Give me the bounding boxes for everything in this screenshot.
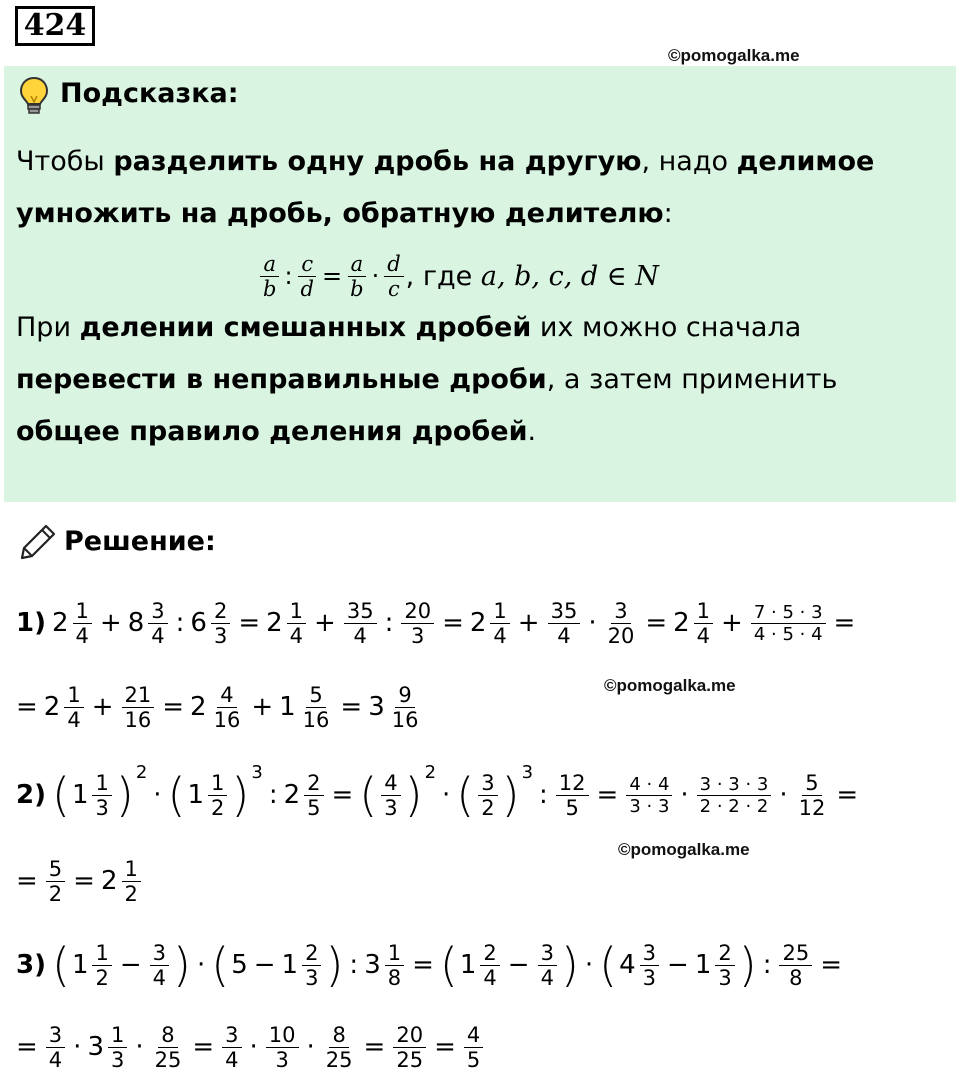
variables: a, b, c, d ∈ N xyxy=(480,260,659,292)
numerator: a xyxy=(348,252,367,277)
whole-part: 3 xyxy=(364,950,381,980)
numerator: 1 xyxy=(287,599,306,624)
fraction xyxy=(488,599,511,648)
operator: = xyxy=(836,780,859,810)
operator: + xyxy=(517,608,540,638)
numerator: 35 xyxy=(344,599,377,624)
denominator: 25 xyxy=(154,1047,182,1072)
numerator: 20 xyxy=(393,1023,426,1048)
operator: = xyxy=(833,608,856,638)
fraction xyxy=(44,1023,67,1072)
text-bold: делении смешанных дробей xyxy=(79,312,532,343)
numerator: 21 xyxy=(122,683,155,708)
operator: = xyxy=(322,262,343,290)
hint-line-4 xyxy=(16,364,837,395)
fraction xyxy=(285,599,308,648)
operator: = xyxy=(442,608,464,638)
whole-part: 5 xyxy=(231,950,248,980)
task-number: 424 xyxy=(15,6,95,46)
denominator: 4 xyxy=(540,965,554,990)
paren: ) xyxy=(560,938,579,992)
denominator: 4 xyxy=(289,623,304,648)
numerator: 1 xyxy=(92,941,111,966)
paren: ) xyxy=(738,938,757,992)
fraction xyxy=(258,252,281,301)
denominator: 16 xyxy=(391,707,419,732)
watermark-lower: ©pomogalka.me xyxy=(618,840,750,859)
denominator: 16 xyxy=(302,707,330,732)
whole-part: 8 xyxy=(127,608,145,638)
denominator: 3 xyxy=(95,795,109,820)
operator: = xyxy=(434,1032,456,1062)
fraction xyxy=(379,771,402,820)
operator: : xyxy=(539,780,548,810)
paren: ) xyxy=(325,938,344,992)
solution-step-3 xyxy=(16,930,848,1000)
numerator: 1 xyxy=(92,771,111,796)
fraction xyxy=(206,771,229,820)
whole-part: 1 xyxy=(281,950,299,980)
operator: = xyxy=(16,866,38,896)
fraction xyxy=(554,771,591,820)
paren: ( xyxy=(51,938,70,992)
numerator: 3 xyxy=(148,599,167,624)
denominator: 5 xyxy=(466,1047,481,1072)
denominator: 2 xyxy=(211,795,225,820)
numerator: 8 xyxy=(158,1023,177,1048)
fraction xyxy=(638,941,661,990)
denominator: c xyxy=(388,276,400,301)
numerator: 3 xyxy=(478,771,497,796)
operator: = xyxy=(412,950,434,980)
denominator: 4 xyxy=(483,965,497,990)
numerator: 1 xyxy=(64,683,83,708)
fraction xyxy=(399,599,436,648)
paren: ( xyxy=(167,768,186,822)
denominator: b xyxy=(350,276,364,301)
numerator: 2 xyxy=(715,941,734,966)
numerator: 3 xyxy=(222,1023,241,1048)
paren: ) xyxy=(404,768,423,822)
paren: ( xyxy=(599,938,618,992)
numerator: 3 xyxy=(538,941,557,966)
text: При xyxy=(16,312,80,343)
operator: : xyxy=(284,262,293,290)
operator: + xyxy=(251,692,274,722)
fraction xyxy=(90,941,113,990)
whole-part: 1 xyxy=(459,950,477,980)
fraction xyxy=(695,774,774,817)
whole-part: 2 xyxy=(283,780,301,810)
numerator: 35 xyxy=(548,599,581,624)
denominator: 8 xyxy=(789,965,803,990)
denominator: 8 xyxy=(387,965,402,990)
whole-part: 6 xyxy=(190,608,207,638)
text-bold: делимое xyxy=(736,146,875,177)
fraction xyxy=(148,941,171,990)
fraction xyxy=(264,1023,301,1072)
operator: + xyxy=(91,692,114,722)
fraction xyxy=(342,599,379,648)
numerator: 4 · 4 xyxy=(626,774,672,796)
numerator: d xyxy=(384,252,403,277)
numerator: a xyxy=(260,252,279,277)
denominator: 5 xyxy=(307,795,321,820)
operator: − xyxy=(667,950,689,980)
fraction xyxy=(603,599,640,648)
numerator: 3 xyxy=(46,1023,65,1048)
denominator: 3 xyxy=(110,1047,125,1072)
division-formula xyxy=(258,246,659,306)
operator: = xyxy=(16,1032,38,1062)
numerator: 3 xyxy=(150,941,169,966)
denominator: 3 xyxy=(213,623,228,648)
paren: ) xyxy=(501,768,520,822)
operator: − xyxy=(119,950,142,980)
paren: ) xyxy=(115,768,134,822)
fraction xyxy=(302,771,325,820)
text: , где xyxy=(405,260,481,292)
numerator: 3 xyxy=(640,941,659,966)
paren: ( xyxy=(211,938,230,992)
whole-part: 2 xyxy=(266,608,283,638)
numerator: 25 xyxy=(779,941,812,966)
operator: = xyxy=(238,608,261,638)
operator: = xyxy=(16,692,38,722)
denominator: 4 xyxy=(557,623,571,648)
whole-part: 1 xyxy=(71,780,89,810)
operator: · xyxy=(249,1032,258,1062)
numerator: 1 xyxy=(73,599,92,624)
paren: ( xyxy=(439,938,458,992)
operator: + xyxy=(99,608,122,638)
operator: · xyxy=(306,1032,315,1062)
exponent: 2 xyxy=(135,762,148,783)
denominator: 4 xyxy=(152,965,167,990)
fraction xyxy=(150,1023,187,1072)
text: . xyxy=(527,416,537,447)
numerator: 20 xyxy=(401,599,434,624)
numerator: 2 xyxy=(211,599,230,624)
numerator: 1 xyxy=(385,941,404,966)
denominator: 16 xyxy=(124,707,152,732)
watermark-middle: ©pomogalka.me xyxy=(604,676,736,695)
denominator: 25 xyxy=(325,1047,353,1072)
denominator: 3 xyxy=(275,1047,289,1072)
operator: · xyxy=(588,608,597,638)
numerator: 5 xyxy=(802,771,821,796)
hint-title: Подсказка: xyxy=(60,78,239,109)
operator: = xyxy=(645,608,668,638)
operator: + xyxy=(721,608,743,638)
exponent: 3 xyxy=(521,762,534,783)
denominator: 20 xyxy=(607,623,635,648)
whole-part: 2 xyxy=(673,608,690,638)
numerator: 2 xyxy=(480,941,499,966)
numerator: 9 xyxy=(395,683,414,708)
whole-part: 1 xyxy=(279,692,296,722)
operator: − xyxy=(507,950,530,980)
denominator: 5 xyxy=(565,795,579,820)
denominator: d xyxy=(300,276,314,301)
operator: = xyxy=(162,692,185,722)
whole-part: 2 xyxy=(51,608,69,638)
text: , а затем применить xyxy=(546,364,838,395)
numerator: 10 xyxy=(266,1023,299,1048)
operator: · xyxy=(153,780,162,810)
fraction xyxy=(345,252,368,301)
solution-title: Решение: xyxy=(64,526,216,557)
fraction xyxy=(478,941,501,990)
fraction xyxy=(90,771,113,820)
numerator: 5 xyxy=(306,683,325,708)
hint-line-2 xyxy=(16,198,673,229)
whole-part: 1 xyxy=(694,950,712,980)
denominator: 16 xyxy=(213,707,241,732)
text: , надо xyxy=(641,146,737,177)
numerator: 3 xyxy=(611,599,630,624)
whole-part: 3 xyxy=(87,1032,104,1062)
hint-line-3 xyxy=(16,312,801,343)
fraction xyxy=(387,683,424,732)
operator: · xyxy=(371,262,380,290)
step-label: 2) xyxy=(16,780,46,810)
step-label: 1) xyxy=(16,608,46,638)
fraction xyxy=(713,941,736,990)
fraction xyxy=(220,1023,243,1072)
operator: : xyxy=(175,608,185,638)
operator: · xyxy=(442,780,451,810)
operator: + xyxy=(314,608,336,638)
numerator: c xyxy=(298,252,316,277)
denominator: 4 xyxy=(67,707,81,732)
solution-step-2-cont xyxy=(16,846,145,916)
fraction xyxy=(146,599,169,648)
text-bold: разделить одну дробь на другую xyxy=(113,146,642,177)
operator: · xyxy=(135,1032,144,1062)
step-label: 3) xyxy=(16,950,46,980)
denominator: 2 xyxy=(48,881,63,906)
denominator: 12 xyxy=(798,795,826,820)
exponent: 3 xyxy=(251,762,263,783)
denominator: 3 · 3 xyxy=(629,795,670,817)
denominator: 3 xyxy=(411,623,425,648)
operator: = xyxy=(820,950,843,980)
denominator: 2 xyxy=(95,965,109,990)
operator: = xyxy=(596,780,619,810)
operator: = xyxy=(331,780,354,810)
numerator: 12 xyxy=(556,771,589,796)
whole-part: 2 xyxy=(469,608,487,638)
denominator: b xyxy=(263,276,277,301)
denominator: 4 xyxy=(48,1047,63,1072)
text: : xyxy=(663,198,673,229)
operator: − xyxy=(253,950,276,980)
fraction xyxy=(298,683,335,732)
numerator: 2 xyxy=(304,771,323,796)
operator: = xyxy=(340,692,363,722)
operator: = xyxy=(73,866,95,896)
numerator: 4 xyxy=(217,683,236,708)
numerator: 4 xyxy=(381,771,400,796)
solution-step-1 xyxy=(16,588,861,658)
numerator: 8 xyxy=(329,1023,348,1048)
numerator: 1 xyxy=(694,599,713,624)
denominator: 3 xyxy=(305,965,319,990)
whole-part: 1 xyxy=(187,780,205,810)
fraction xyxy=(382,252,405,301)
fraction xyxy=(462,1023,485,1072)
paren: ( xyxy=(359,768,378,822)
fraction xyxy=(106,1023,129,1072)
fraction xyxy=(296,252,319,301)
fraction xyxy=(624,774,674,817)
fraction xyxy=(71,599,94,648)
whole-part: 4 xyxy=(619,950,636,980)
denominator: 2 · 2 · 2 xyxy=(699,795,769,817)
whole-part: 1 xyxy=(71,950,89,980)
fraction xyxy=(391,1023,428,1072)
operator: = xyxy=(363,1032,386,1062)
fraction xyxy=(777,941,814,990)
operator: · xyxy=(680,780,689,810)
paren: ( xyxy=(51,768,70,822)
denominator: 3 xyxy=(718,965,732,990)
solution-step-3-cont xyxy=(16,1012,487,1082)
operator: · xyxy=(196,950,206,980)
operator: : xyxy=(268,780,278,810)
denominator: 2 xyxy=(481,795,495,820)
fraction xyxy=(44,857,67,906)
hint-line-1 xyxy=(16,146,874,177)
fraction xyxy=(300,941,323,990)
text-bold: общее правило деления дробей xyxy=(16,416,528,447)
fraction xyxy=(383,941,406,990)
watermark-top: ©pomogalka.me xyxy=(668,46,800,65)
fraction xyxy=(62,683,85,732)
operator: · xyxy=(73,1032,82,1062)
solution-step-1-cont xyxy=(16,672,425,742)
numerator: 1 xyxy=(122,857,141,882)
fraction xyxy=(794,771,831,820)
numerator: 2 xyxy=(302,941,321,966)
denominator: 4 · 5 · 4 xyxy=(753,623,823,645)
operator: · xyxy=(584,950,594,980)
denominator: 2 xyxy=(124,881,138,906)
paren: ( xyxy=(456,768,475,822)
operator: : xyxy=(349,950,359,980)
pencil-icon xyxy=(18,522,58,562)
fraction xyxy=(692,599,715,648)
numerator: 1 xyxy=(108,1023,127,1048)
fraction xyxy=(536,941,559,990)
operator: · xyxy=(779,780,788,810)
whole-part: 2 xyxy=(100,866,118,896)
solution-step-2 xyxy=(16,760,864,830)
fraction xyxy=(476,771,499,820)
fraction xyxy=(209,683,246,732)
fraction xyxy=(321,1023,358,1072)
text: Чтобы xyxy=(16,146,114,177)
operator: : xyxy=(384,608,394,638)
denominator: 4 xyxy=(75,623,89,648)
whole-part: 2 xyxy=(190,692,207,722)
text-bold: перевести в неправильные дроби xyxy=(16,364,547,395)
operator: : xyxy=(762,950,772,980)
hint-line-5 xyxy=(16,416,536,447)
numerator: 1 xyxy=(490,599,509,624)
fraction xyxy=(209,599,232,648)
numerator: 4 xyxy=(464,1023,483,1048)
denominator: 3 xyxy=(384,795,398,820)
denominator: 25 xyxy=(396,1047,424,1072)
lightbulb-icon xyxy=(18,76,50,116)
denominator: 4 xyxy=(151,623,165,648)
text: их можно сначала xyxy=(531,312,802,343)
fraction xyxy=(120,683,157,732)
denominator: 3 xyxy=(642,965,657,990)
fraction xyxy=(546,599,583,648)
paren: ) xyxy=(173,938,191,992)
denominator: 4 xyxy=(225,1047,239,1072)
denominator: 4 xyxy=(353,623,367,648)
numerator: 7 · 5 · 3 xyxy=(751,602,826,624)
whole-part: 2 xyxy=(43,692,61,722)
exponent: 2 xyxy=(424,762,437,783)
whole-part: 3 xyxy=(368,692,385,722)
numerator: 5 xyxy=(46,857,65,882)
text-bold: умножить на дробь, обратную делителю xyxy=(16,198,664,229)
numerator: 1 xyxy=(208,771,227,796)
operator: = xyxy=(192,1032,215,1062)
denominator: 4 xyxy=(696,623,711,648)
numerator: 3 · 3 · 3 xyxy=(697,774,772,796)
fraction xyxy=(120,857,143,906)
fraction xyxy=(749,602,828,645)
denominator: 4 xyxy=(493,623,507,648)
paren: ) xyxy=(231,768,250,822)
